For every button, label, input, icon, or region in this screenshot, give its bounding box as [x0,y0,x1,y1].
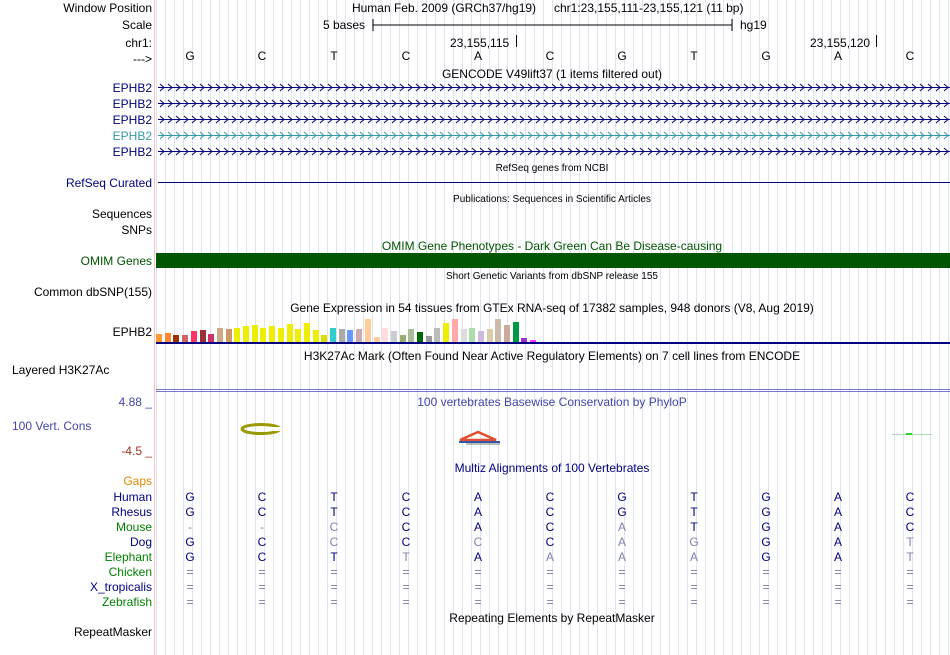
snps-label[interactable]: SNPs [121,223,152,237]
aligned-base: C [545,505,555,519]
aligned-base: A [473,520,482,534]
aligned-base: A [833,520,842,534]
gtex-tissue-bar[interactable] [347,330,353,342]
aligned-base: C [329,535,339,549]
aligned-base: A [473,505,482,519]
aligned-base: = [762,595,770,609]
gtex-tissue-bar[interactable] [304,323,310,342]
gtex-tissue-bar[interactable] [287,324,293,342]
aligned-base: T [330,505,338,519]
aligned-base: = [762,580,770,594]
aligned-base: = [690,565,698,579]
aligned-base: G [185,490,195,504]
aligned-base: A [833,505,842,519]
aligned-base: T [690,520,698,534]
gtex-tissue-bar[interactable] [200,330,206,342]
gtex-tissue-bar[interactable] [461,329,467,342]
species-label-x_tropicalis: X_tropicalis [89,580,152,594]
aligned-base: C [401,520,411,534]
species-label-human: Human [113,490,152,504]
aligned-base: = [474,580,482,594]
transcript-line[interactable] [158,115,950,124]
h3k27ac-line-1 [156,389,950,390]
aligned-base: = [762,565,770,579]
multiz-track-title: Multiz Alignments of 100 Vertebrates [454,461,650,475]
gtex-tissue-bar[interactable] [173,335,179,342]
aligned-base: A [833,490,842,504]
aligned-base: G [689,535,699,549]
conservation-green-mark [906,433,912,435]
aligned-base: C [401,535,411,549]
aligned-base: = [186,595,194,609]
omim-genes-label[interactable]: OMIM Genes [80,254,152,268]
aligned-base: = [402,580,410,594]
aligned-base: = [402,565,410,579]
aligned-base: C [905,520,915,534]
aligned-base: = [546,580,554,594]
aligned-base: C [905,505,915,519]
gtex-tissue-bar[interactable] [487,329,493,342]
conservation-track-title: 100 vertebrates Basewise Conservation by PhyloP [417,395,687,409]
chromosome-label: chr1: [125,36,152,50]
gtex-tissue-bar[interactable] [156,334,162,342]
aligned-base: T [330,490,338,504]
aligned-base: A [473,490,482,504]
aligned-base: = [258,595,266,609]
aligned-base: C [401,490,411,504]
aligned-base: T [690,490,698,504]
gtex-tissue-bar[interactable] [417,332,423,342]
aligned-base: = [618,565,626,579]
publications-track-title: Publications: Sequences in Scientific Articles [453,194,651,205]
aligned-base: = [834,565,842,579]
base-letter: C [545,49,555,63]
conservation-track-label[interactable]: 100 Vert. Cons [12,419,92,433]
gtex-tissue-bar[interactable] [226,329,232,342]
base-letter: G [761,49,771,63]
aligned-base: = [474,595,482,609]
aligned-base: = [330,595,338,609]
aligned-base: A [617,535,626,549]
species-label-chicken: Chicken [108,565,152,579]
omim-track-title: OMIM Gene Phenotypes - Dark Green Can Be Disease-causing [381,239,723,253]
aligned-base: = [690,595,698,609]
transcript-line[interactable] [158,131,950,140]
gtex-tissue-bar[interactable] [513,322,519,342]
refseq-curated-label[interactable]: RefSeq Curated [65,176,152,190]
gene-label-ephb2-2[interactable]: EPHB2 [112,97,152,111]
gtex-tissue-bar[interactable] [243,326,249,342]
aligned-base: = [906,595,914,609]
scale-label: Scale [121,18,152,32]
gtex-tissue-bar[interactable] [260,328,266,342]
track-display-area[interactable] [156,0,950,655]
gene-label-ephb2-3[interactable]: EPHB2 [112,113,152,127]
aligned-base: T [330,550,338,564]
aligned-base: T [906,550,914,564]
gtex-tissue-bar[interactable] [434,328,440,342]
conservation-c-glyph [240,422,286,436]
aligned-base: = [906,565,914,579]
gaps-label: Gaps [123,474,152,488]
transcript-line[interactable] [158,147,950,156]
ruler-tick-1 [516,35,517,47]
gtex-baseline [156,342,950,344]
aligned-base: = [618,595,626,609]
species-label-dog: Dog [129,535,152,549]
aligned-base: G [185,505,195,519]
aligned-base: = [474,565,482,579]
gtex-tissue-bar[interactable] [191,331,197,342]
ruler-tick-2 [876,35,877,47]
refseq-gene-line[interactable] [158,182,950,183]
gtex-tissue-bar[interactable] [208,334,214,342]
position-range: chr1:23,155,111-23,155,121 (11 bp) [554,1,744,15]
species-label-rhesus: Rhesus [111,505,152,519]
aligned-base: = [258,565,266,579]
aligned-base: = [906,580,914,594]
aligned-base: A [545,550,554,564]
track-label-column [0,0,154,655]
omim-gene-bar[interactable] [156,253,950,268]
aligned-base: = [546,595,554,609]
aligned-base: G [761,550,771,564]
dbsnp-track-title: Short Genetic Variants from dbSNP release 155 [446,271,658,282]
aligned-base: = [834,595,842,609]
gencode-track-title: GENCODE V49lift37 (1 items filtered out) [441,67,663,81]
gtex-tissue-bar[interactable] [313,330,319,342]
gtex-tissue-bar[interactable] [469,328,475,342]
aligned-base: A [617,550,626,564]
h3k27ac-line-2 [156,391,950,392]
aligned-base: C [545,520,555,534]
scale-bar [372,17,734,33]
aligned-base: - [188,520,192,534]
aligned-base: - [260,520,264,534]
gtex-tissue-bar[interactable] [408,329,414,342]
gtex-gene-label[interactable]: EPHB2 [112,325,152,339]
label-divider [154,0,155,655]
gtex-tissue-bar[interactable] [478,331,484,342]
aligned-base: C [257,505,267,519]
gtex-tissue-bar[interactable] [391,331,397,342]
gtex-tissue-bar[interactable] [182,335,188,342]
species-label-mouse: Mouse [115,520,152,534]
gtex-tissue-bar[interactable] [278,328,284,342]
aligned-base: G [761,520,771,534]
aligned-base: = [618,580,626,594]
aligned-base: C [401,505,411,519]
aligned-base: G [185,550,195,564]
aligned-base: A [833,550,842,564]
gene-label-ephb2-1[interactable]: EPHB2 [112,81,152,95]
aligned-base: = [546,565,554,579]
ruler-position-1: 23,155,115 [450,36,510,50]
gtex-track-title: Gene Expression in 54 tissues from GTEx RNA-seq of 17382 samples, 948 donors (V8, Aug 2019) [290,301,814,315]
aligned-base: = [402,595,410,609]
species-label-zebrafish: Zebrafish [101,595,152,609]
aligned-base: G [761,535,771,549]
gene-label-ephb2-4[interactable]: EPHB2 [112,129,152,143]
gtex-tissue-bar[interactable] [330,328,336,342]
aligned-base: G [185,535,195,549]
aligned-base: = [330,580,338,594]
transcript-line[interactable] [158,99,950,108]
strand-arrow-label[interactable]: ---> [133,52,152,66]
refseq-track-title: RefSeq genes from NCBI [495,163,609,174]
aligned-base: G [761,505,771,519]
window-position-label: Window Position [63,1,152,15]
gtex-tissue-bar[interactable] [269,326,275,342]
aligned-base: C [905,490,915,504]
species-label-elephant: Elephant [104,550,152,564]
base-letter: T [690,49,698,63]
gtex-tissue-bar[interactable] [400,335,406,342]
conservation-a-glyph [456,430,504,446]
aligned-base: = [258,580,266,594]
common-dbsnp-label[interactable]: Common dbSNP(155) [33,285,152,299]
aligned-base: = [186,580,194,594]
layered-h3k27ac-label[interactable]: Layered H3K27Ac [12,363,110,377]
aligned-base: G [617,490,627,504]
repeatmasker-track-title: Repeating Elements by RepeatMasker [449,611,655,625]
sequences-label[interactable]: Sequences [91,207,152,221]
aligned-base: = [834,580,842,594]
aligned-base: C [257,490,267,504]
aligned-base: T [402,550,410,564]
aligned-base: C [545,535,555,549]
gtex-tissue-bar[interactable] [321,335,327,342]
gtex-tissue-bar[interactable] [339,329,345,342]
ruler-position-2: 23,155,120 [810,36,871,50]
aligned-base: T [690,505,698,519]
gtex-tissue-bar[interactable] [443,323,449,342]
aligned-base: = [330,565,338,579]
aligned-base: = [690,580,698,594]
gtex-tissue-bar[interactable] [295,329,301,342]
database-name: hg19 [740,18,767,32]
gtex-tissue-bar[interactable] [495,319,501,342]
base-letter: C [905,49,915,63]
gtex-tissue-bar[interactable] [234,328,240,342]
base-letter: A [473,49,482,63]
aligned-base: A [617,520,626,534]
aligned-base: G [617,505,627,519]
base-letter: G [185,49,195,63]
transcript-line[interactable] [158,83,950,92]
gtex-tissue-bar[interactable] [217,328,223,342]
base-letter: A [833,49,842,63]
base-letter: G [617,49,627,63]
aligned-base: = [186,565,194,579]
aligned-base: A [689,550,698,564]
gtex-tissue-bar[interactable] [382,328,388,342]
gtex-tissue-bar[interactable] [504,325,510,342]
assembly-title: Human Feb. 2009 (GRCh37/hg19) [351,1,537,15]
scale-text: 5 bases [323,18,366,32]
aligned-base: G [761,490,771,504]
gtex-tissue-bar[interactable] [452,319,458,342]
repeatmasker-label[interactable]: RepeatMasker [73,625,152,639]
aligned-base: C [257,535,267,549]
aligned-base: T [906,535,914,549]
gtex-tissue-bar[interactable] [165,333,171,342]
gtex-bar-chart[interactable] [156,317,556,342]
conservation-min-label: -4.5 _ [121,444,152,458]
gtex-tissue-bar[interactable] [252,325,258,342]
gtex-tissue-bar[interactable] [356,329,362,342]
conservation-max-label: 4.88 _ [118,395,152,409]
aligned-base: C [257,550,267,564]
aligned-base: C [329,520,339,534]
base-letter: C [257,49,267,63]
gtex-tissue-bar[interactable] [365,319,371,342]
aligned-base: C [545,490,555,504]
aligned-base: A [833,535,842,549]
gene-label-ephb2-5[interactable]: EPHB2 [112,145,152,159]
base-letter: C [401,49,411,63]
conservation-baseline-fragment [892,434,932,435]
aligned-base: C [473,535,483,549]
base-letter: T [330,49,338,63]
aligned-base: A [473,550,482,564]
h3k27ac-track-title: H3K27Ac Mark (Often Found Near Active Regulatory Elements) on 7 cell lines from ENCODE [303,349,801,363]
